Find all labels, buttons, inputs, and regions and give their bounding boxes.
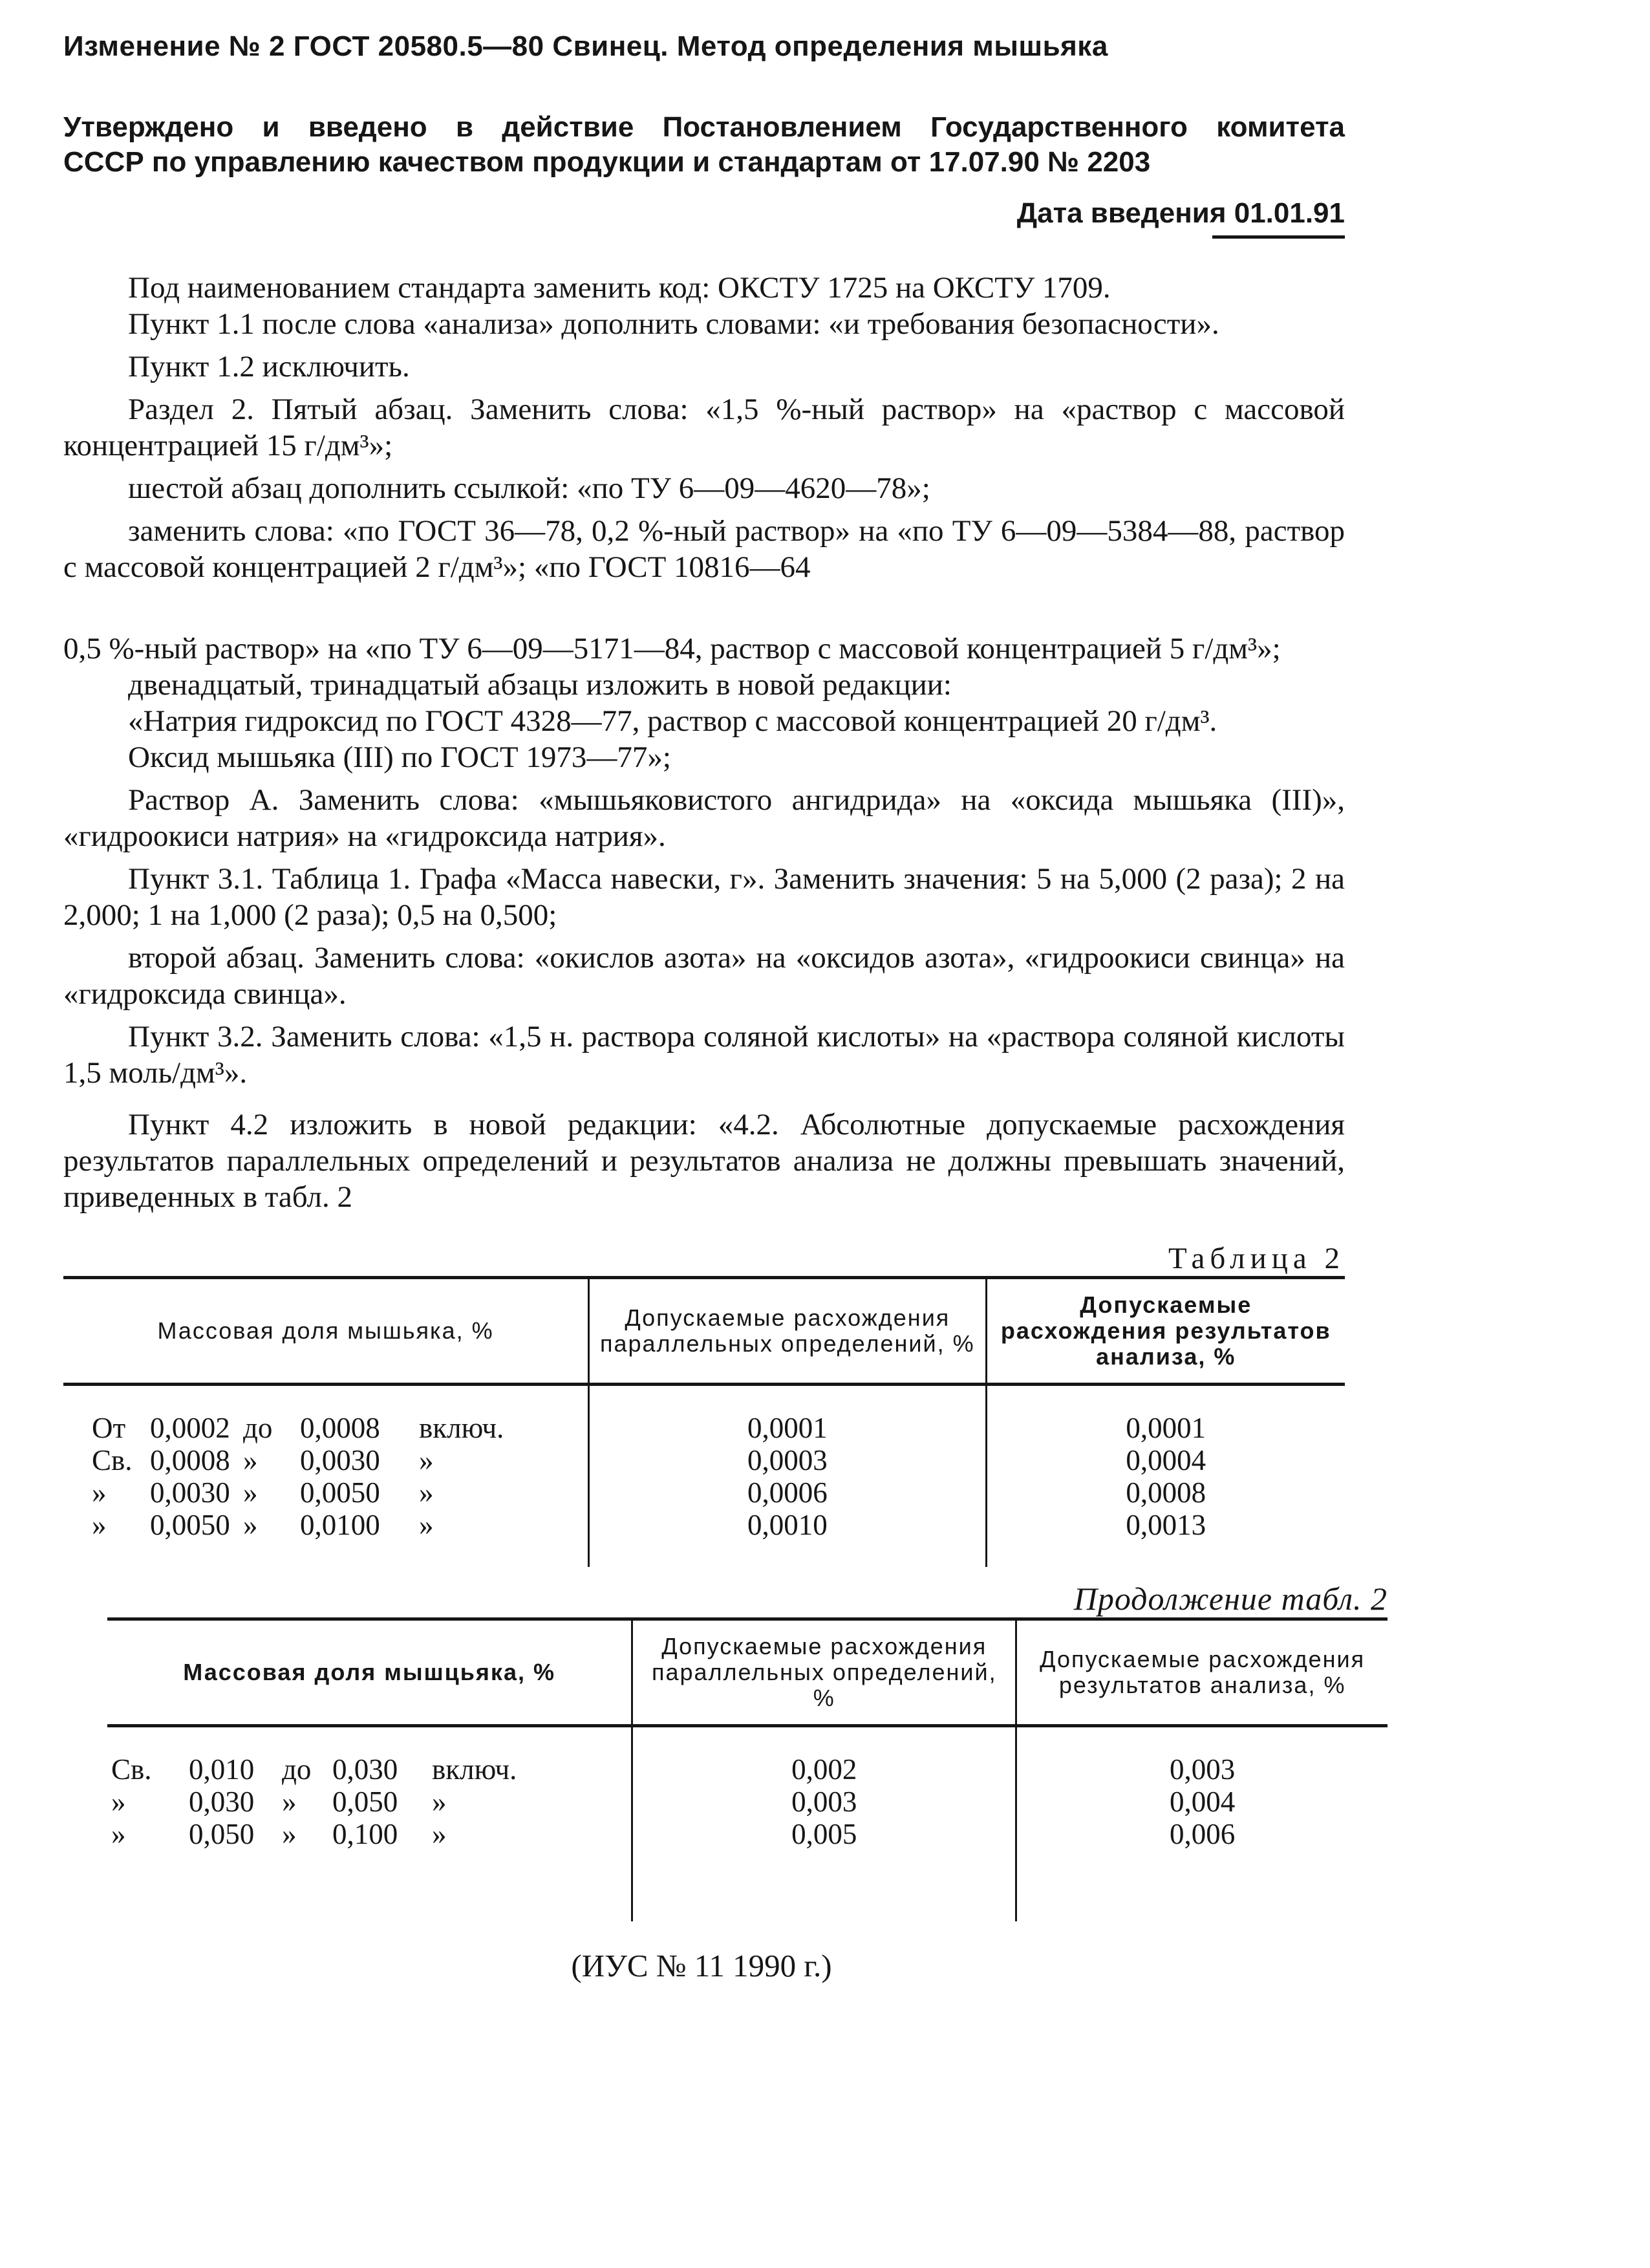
column-header: Допускаемые расхождения параллельных определений, % <box>632 1619 1016 1726</box>
table-2-continuation <box>107 1617 1388 1921</box>
date-underline <box>1212 235 1345 239</box>
paragraph: двенадцатый, тринадцатый абзацы изложить в новой редакции: <box>128 668 952 702</box>
parallel-tolerance-cell: 0,002 0,003 0,005 <box>632 1726 1016 1922</box>
approval-statement <box>63 110 1345 180</box>
mass-fraction-cell: От 0,0002 до 0,0008 включ. Св. 0,0008 » 0,0030 » » 0,0030 » 0,0050 » » 0,0050 » 0,0100 » <box>92 1412 504 1541</box>
paragraph: Пункт 1.2 исключить. <box>128 350 410 383</box>
table-caption: Таблица 2 <box>1168 1242 1345 1275</box>
parallel-tolerance-cell: 0,0001 0,0003 0,0006 0,0010 <box>589 1385 986 1568</box>
approval-line: Утверждено и введено в действие Постановлением Государственного комитета <box>63 111 1345 143</box>
paragraph: Пункт 4.2 изложить в новой редакции: «4.2. Абсолютные допускаемые расхождения результатов параллельных определений и результатов анализа не должны превышать значений, приведенных в табл. 2 <box>63 1108 1345 1214</box>
paragraph: Пункт 3.2. Заменить слова: «1,5 н. раствора соляной кислоты» на «раствора соляной кислоты 1,5 моль/дм³». <box>63 1020 1345 1090</box>
column-header: Массовая доля мышцьяка, % <box>183 1659 555 1685</box>
paragraph: Раздел 2. Пятый абзац. Заменить слова: «1,5 %-ный раствор» на «раствор с массовой концентрацией 15 г/дм³»; <box>63 393 1345 462</box>
paragraph: Раствор А. Заменить слова: «мышьяковистого ангидрида» на «оксида мышьяка (III)», «гидроокиси натрия» на «гидроксида натрия». <box>63 783 1345 853</box>
column-header: Допускаемые расхождения результатов анализа, % <box>1016 1619 1388 1726</box>
effective-date: Дата введения 01.01.91 <box>1016 197 1345 229</box>
table-2 <box>63 1276 1345 1567</box>
change-text <box>63 270 1345 1215</box>
paragraph: Оксид мышьяка (III) по ГОСТ 1973—77»; <box>128 740 671 774</box>
paragraph: 0,5 %-ный раствор» на «по ТУ 6—09—5171—84, раствор с массовой концентрацией 5 г/дм³»; <box>63 632 1281 665</box>
paragraph: второй абзац. Заменить слова: «окислов азота» на «оксидов азота», «гидроокиси свинца» на «гидроксида свинца». <box>63 941 1345 1011</box>
table-header-row <box>63 1278 1345 1385</box>
spacer <box>63 592 1345 631</box>
paragraph: Под наименованием стандарта заменить код: ОКСТУ 1725 на ОКСТУ 1709. <box>128 271 1111 305</box>
spacer <box>63 1097 1345 1107</box>
table-continuation-caption: Продолжение табл. 2 <box>1073 1581 1388 1617</box>
table-row <box>63 1385 1345 1568</box>
paragraph: заменить слова: «по ГОСТ 36—78, 0,2 %-ный раствор» на «по ТУ 6—09—5384—88, раствор с массовой концентрацией 2 г/дм³»; «по ГОСТ 10816—64 <box>63 514 1345 584</box>
document-page <box>63 28 1388 1984</box>
column-header: Массовая доля мышьяка, % <box>157 1317 494 1344</box>
approval-line: СССР по управлению качеством продукции и стандартам от 17.07.90 № 2203 <box>63 146 1151 178</box>
column-header: Допускаемые расхождения параллельных определений, % <box>589 1278 986 1385</box>
paragraph: шестой абзац дополнить ссылкой: «по ТУ 6—09—4620—78»; <box>128 471 930 505</box>
table-header-row <box>107 1619 1388 1726</box>
analysis-tolerance-cell: 0,003 0,004 0,006 <box>1016 1726 1388 1922</box>
paragraph: Пункт 3.1. Таблица 1. Графа «Масса навески, г». Заменить значения: 5 на 5,000 (2 раза); 2 на 2,000; 1 на 1,000 (2 раза); 0,5 на 0,500; <box>63 862 1345 932</box>
table-continuation-block <box>107 1580 1388 1921</box>
column-header: Допускаемые расхождения результатов анализа, % <box>986 1278 1345 1385</box>
table-row <box>107 1726 1388 1922</box>
paragraph: «Натрия гидроксид по ГОСТ 4328—77, раствор с массовой концентрацией 20 г/дм³. <box>128 704 1217 738</box>
source-reference: (ИУС № 11 1990 г.) <box>571 1948 832 1983</box>
document-title: Изменение № 2 ГОСТ 20580.5—80 Свинец. Метод определения мышьяка <box>63 30 1108 62</box>
paragraph: Пункт 1.1 после слова «анализа» дополнить словами: «и требования безопасности». <box>128 307 1219 341</box>
mass-fraction-cell: Св. 0,010 до 0,030 включ. » 0,030 » 0,050 » » 0,050 » 0,100 » <box>111 1753 517 1850</box>
analysis-tolerance-cell: 0,0001 0,0004 0,0008 0,0013 <box>986 1385 1345 1568</box>
